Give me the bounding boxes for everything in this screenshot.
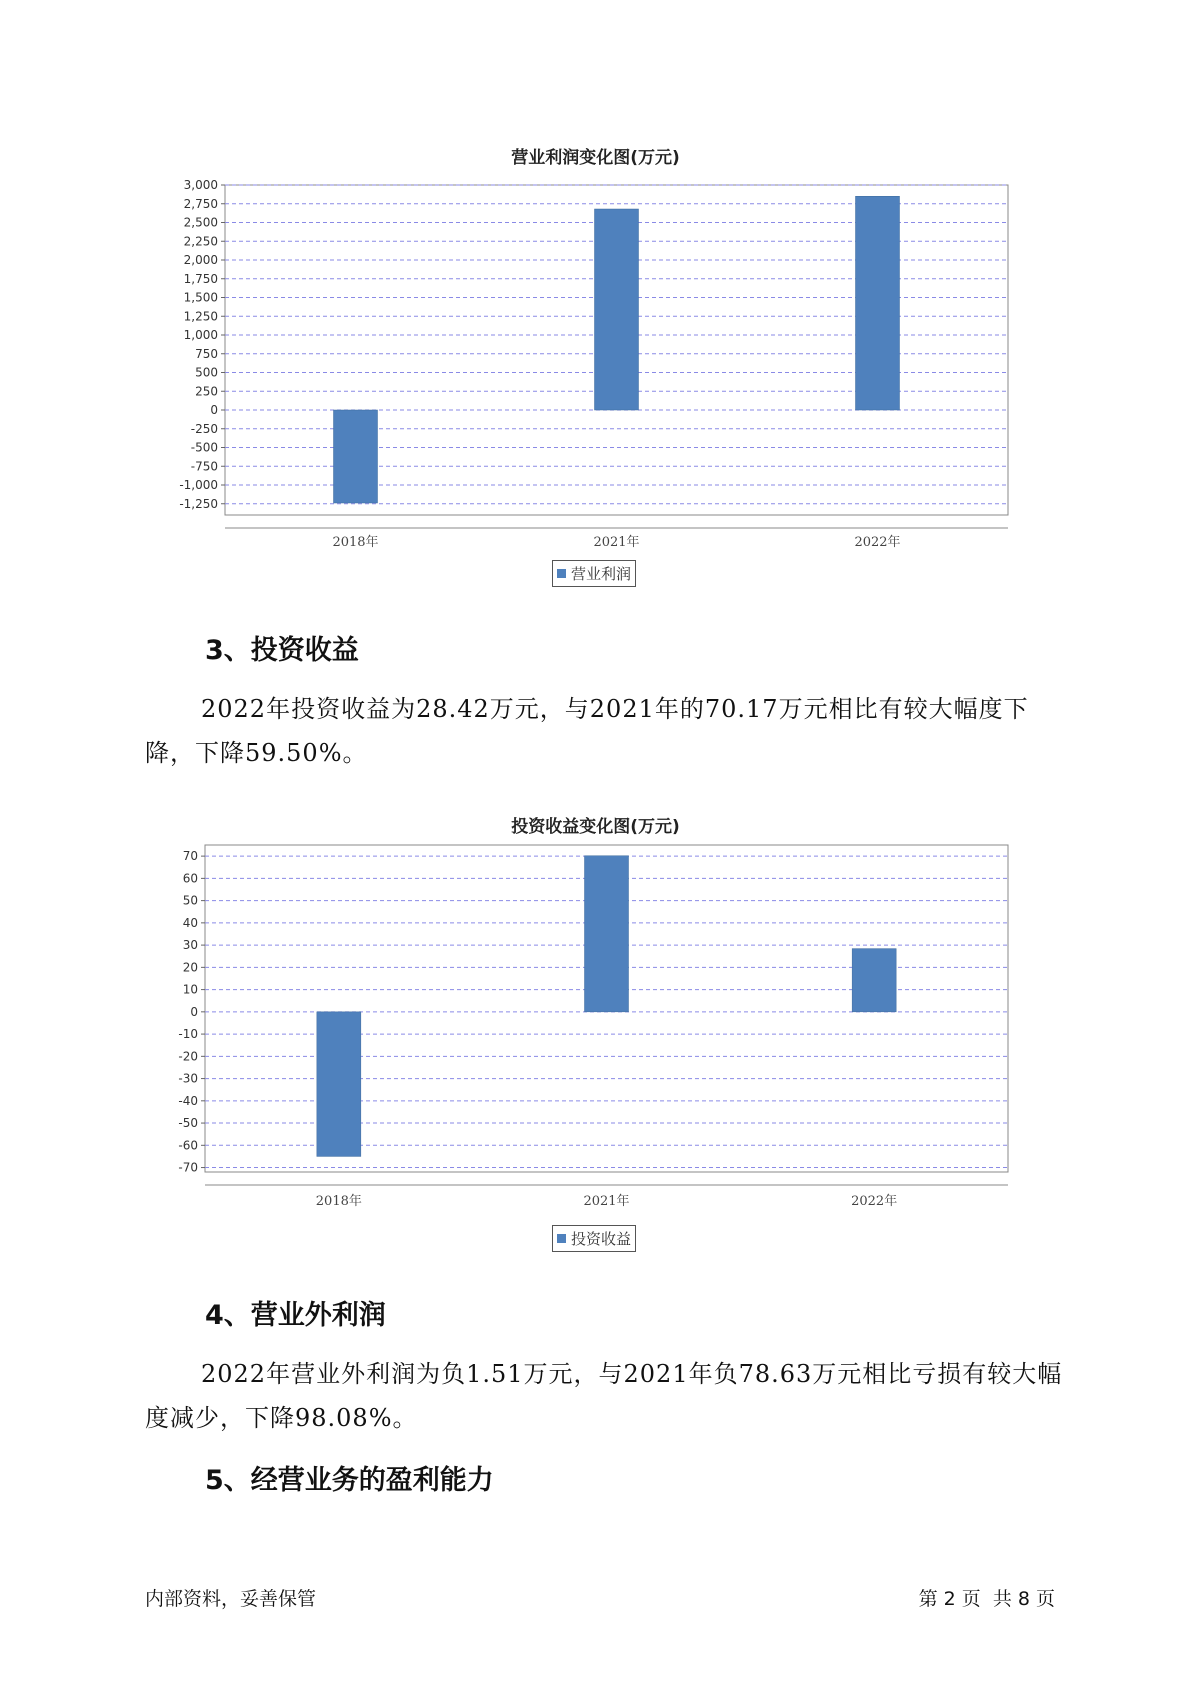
y-tick-label: 1,250 (183, 309, 218, 324)
y-tick-label: 70 (182, 849, 198, 864)
y-tick-label: -250 (190, 421, 218, 436)
paragraph-non-operating-profit: 2022年营业外利润为负1.51万元，与2021年负78.63万元相比亏损有较大幅度减少，下降98.08%。 (145, 1360, 1063, 1432)
bar-2018年 (317, 1012, 361, 1157)
y-tick-label: 0 (190, 1004, 198, 1019)
y-tick-label: 2,000 (183, 253, 218, 267)
legend-label: 营业利润 (571, 565, 632, 583)
y-tick-label: -1,250 (179, 496, 218, 511)
paragraph-investment-income: 2022年投资收益为28.42万元，与2021年的70.17万元相比有较大幅度下降，下降59.50%。 (145, 695, 1029, 767)
y-tick-label: 20 (182, 960, 198, 975)
y-tick-label: 2,500 (183, 215, 218, 230)
section-heading-non-operating-profit: 4、营业外利润 (205, 1300, 386, 1331)
chart-legend-operating-profit (552, 560, 636, 587)
legend-swatch (557, 1234, 566, 1243)
x-tick-label: 2021年 (583, 1194, 630, 1209)
y-tick-label: 0 (210, 403, 218, 417)
y-tick-label: -30 (178, 1071, 198, 1086)
y-tick-label: -750 (190, 459, 218, 474)
y-tick-label: 2,750 (183, 196, 218, 211)
y-tick-label: -20 (178, 1049, 198, 1064)
y-tick-label: 2,250 (183, 234, 218, 249)
y-tick-label: 500 (195, 365, 218, 380)
y-tick-label: -500 (190, 440, 218, 455)
bar-2021年 (585, 856, 629, 1012)
x-tick-label: 2018年 (315, 1194, 362, 1209)
y-tick-label: -10 (178, 1027, 198, 1042)
x-tick-label: 2018年 (332, 535, 379, 550)
y-tick-label: 10 (182, 982, 198, 997)
y-tick-label: 30 (182, 938, 198, 953)
y-tick-label: -70 (178, 1160, 198, 1175)
bar-2018年 (334, 410, 378, 503)
x-tick-label: 2022年 (851, 1194, 898, 1209)
y-tick-label: -50 (178, 1116, 198, 1131)
operating-profit-chart (0, 170, 1191, 550)
y-tick-label: 50 (182, 893, 198, 908)
y-tick-label: 1,000 (183, 328, 218, 342)
footer-page-number: 第 2 页 共 8 页 (918, 1588, 1055, 1610)
investment-income-chart (0, 840, 1191, 1209)
legend-swatch (557, 569, 566, 578)
bar-2022年 (852, 949, 896, 1012)
y-tick-label: 3,000 (183, 178, 218, 192)
x-tick-label: 2022年 (854, 535, 901, 550)
y-tick-label: -60 (178, 1138, 198, 1153)
chart-title-operating-profit: 营业利润变化图(万元) (511, 148, 680, 168)
y-tick-label: 1,500 (183, 290, 218, 305)
section-heading-investment-income: 3、投资收益 (205, 635, 359, 666)
chart-legend-investment-income (552, 1225, 636, 1252)
footer-confidential-note: 内部资料，妥善保管 (145, 1588, 317, 1610)
y-tick-label: -40 (178, 1093, 198, 1108)
y-tick-label: 1,750 (183, 271, 218, 286)
section-heading-operating-profitability: 5、经营业务的盈利能力 (205, 1465, 494, 1496)
y-tick-label: 750 (195, 346, 218, 361)
y-tick-label: 40 (182, 915, 198, 930)
chart-title-investment-income: 投资收益变化图(万元) (511, 817, 680, 837)
bar-2021年 (595, 209, 639, 410)
legend-label: 投资收益 (571, 1230, 632, 1248)
x-tick-label: 2021年 (593, 535, 640, 550)
y-tick-label: 250 (195, 384, 218, 399)
y-tick-label: 60 (182, 871, 198, 886)
y-tick-label: -1,000 (179, 478, 218, 492)
bar-2022年 (856, 196, 900, 410)
